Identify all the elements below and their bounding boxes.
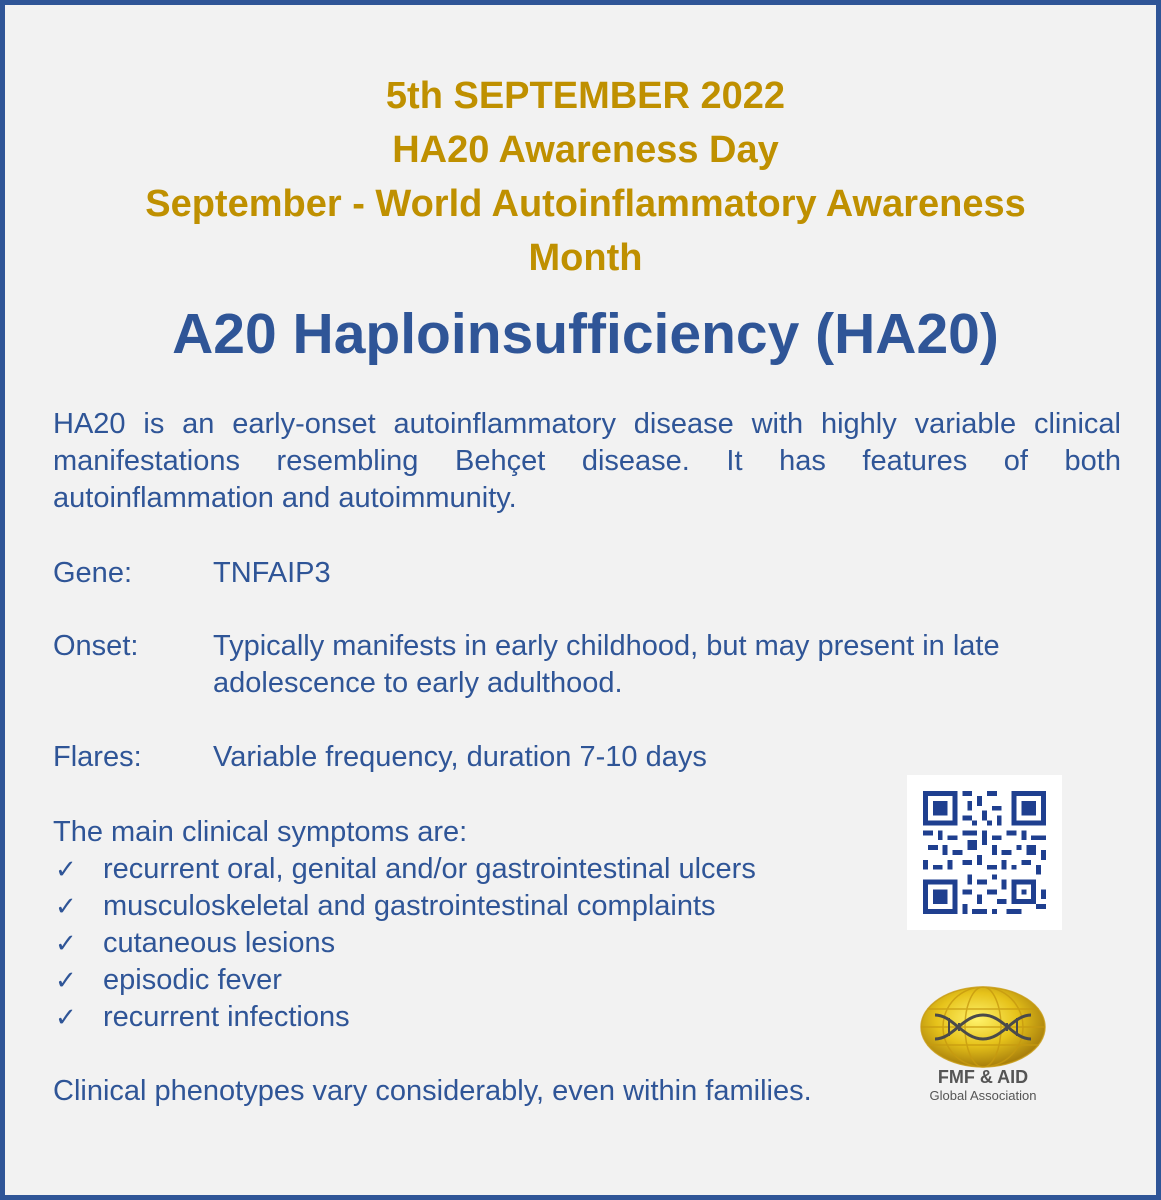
fmf-aid-logo — [913, 985, 1063, 1115]
symptom-text: recurrent infections — [103, 1001, 350, 1033]
logo-subtitle: Global Association — [929, 1088, 1037, 1103]
symptoms-title: The main clinical symptoms are: — [53, 816, 468, 848]
qr-code[interactable] — [907, 775, 1062, 930]
logo-name: FMF & AID — [937, 1067, 1029, 1087]
awareness-header — [5, 69, 1161, 285]
checkmark-icon: ✓ — [55, 1002, 77, 1032]
onset-label: Onset: — [53, 630, 139, 662]
symptom-text: musculoskeletal and gastrointestinal complaints — [103, 890, 716, 922]
symptom-text: recurrent oral, genital and/or gastrointestinal ulcers — [103, 853, 756, 885]
checkmark-icon: ✓ — [55, 854, 77, 884]
header-awareness-month: September - World Autoinflammatory Awareness — [145, 183, 1026, 225]
footer-note: Clinical phenotypes vary considerably, even within families. — [53, 1075, 812, 1107]
checkmark-icon: ✓ — [55, 891, 77, 921]
gene-label: Gene: — [53, 557, 132, 589]
gene-value: TNFAIP3 — [213, 557, 331, 589]
qr-code-icon — [923, 791, 1046, 914]
header-awareness-month-cont: Month — [528, 237, 643, 279]
checkmark-icon: ✓ — [55, 928, 77, 958]
header-awareness-day: HA20 Awareness Day — [392, 129, 779, 171]
flares-value: Variable frequency, duration 7-10 days — [213, 741, 707, 773]
header-date: 5th SEPTEMBER 2022 — [385, 75, 786, 117]
dna-globe-icon — [913, 985, 1053, 1069]
intro-paragraph: HA20 is an early-onset autoinflammatory disease with highly variable clinical manifestations resembling Behçet disease. It has features of both autoinflammation and autoimmunity. — [53, 408, 1121, 514]
flares-label: Flares: — [53, 741, 142, 773]
page-title: A20 Haploinsufficiency (HA20) — [172, 302, 999, 366]
symptom-text: cutaneous lesions — [103, 927, 336, 959]
onset-value: Typically manifests in early childhood, but may present in late adolescence to early adulthood. — [213, 630, 1000, 699]
checkmark-icon: ✓ — [55, 965, 77, 995]
symptom-text: episodic fever — [103, 964, 282, 996]
